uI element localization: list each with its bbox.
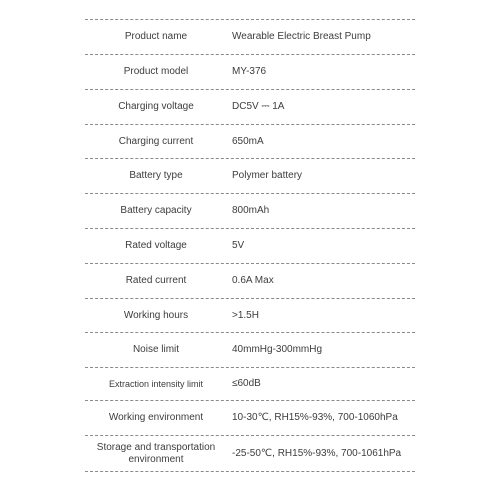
spec-row-working-hours (85, 299, 415, 332)
spec-row-charging-voltage (85, 90, 415, 124)
spec-label: Charging current (118, 135, 194, 147)
spec-row-battery-capacity (85, 194, 415, 228)
spec-value: 40mmHg-300mmHg (232, 344, 323, 355)
spec-value: Wearable Electric Breast Pump (232, 31, 371, 42)
spec-label: Charging voltage (118, 101, 194, 112)
spec-label: Storage and transportation environment (96, 441, 216, 465)
spec-value: 0.6A Max (232, 275, 274, 286)
spec-label: Working environment (108, 412, 204, 423)
spec-label: Product name (124, 31, 188, 42)
spec-label: Extraction intensity limit (108, 379, 204, 389)
spec-value: 10-30℃, RH15%-93%, 700-1060hPa (232, 412, 398, 423)
spec-table (85, 0, 415, 500)
spec-row-battery-type (85, 159, 415, 193)
spec-row-extraction-intensity-limit (85, 368, 415, 400)
spec-label: Noise limit (132, 344, 180, 355)
spec-row-charging-current (85, 125, 415, 158)
spec-row-working-environment (85, 401, 415, 435)
spec-value: 650mA (232, 135, 264, 147)
spec-row-product-name (85, 20, 415, 54)
spec-value: -25-50℃, RH15%-93%, 700-1061hPa (232, 447, 402, 459)
spec-label: Battery type (129, 170, 183, 181)
spec-value: 800mAh (232, 205, 270, 216)
spec-value: >1.5H (232, 309, 259, 321)
spec-label: Rated voltage (125, 240, 187, 251)
spec-label: Battery capacity (120, 205, 192, 216)
spec-value: MY-376 (232, 66, 267, 77)
spec-label: Working hours (123, 309, 189, 321)
spec-value: ≤60dB (232, 378, 261, 389)
row-divider (85, 471, 415, 472)
spec-label: Rated current (125, 275, 187, 286)
spec-value: 5V (232, 240, 245, 251)
spec-row-noise-limit (85, 333, 415, 367)
spec-value: Polymer battery (232, 170, 303, 181)
spec-label: Product model (123, 66, 189, 77)
spec-row-storage-environment (85, 436, 415, 471)
spec-row-rated-current (85, 264, 415, 298)
spec-row-rated-voltage (85, 229, 415, 263)
spec-row-product-model (85, 55, 415, 89)
spec-value: DC5V ⎓ 1A (232, 101, 285, 112)
